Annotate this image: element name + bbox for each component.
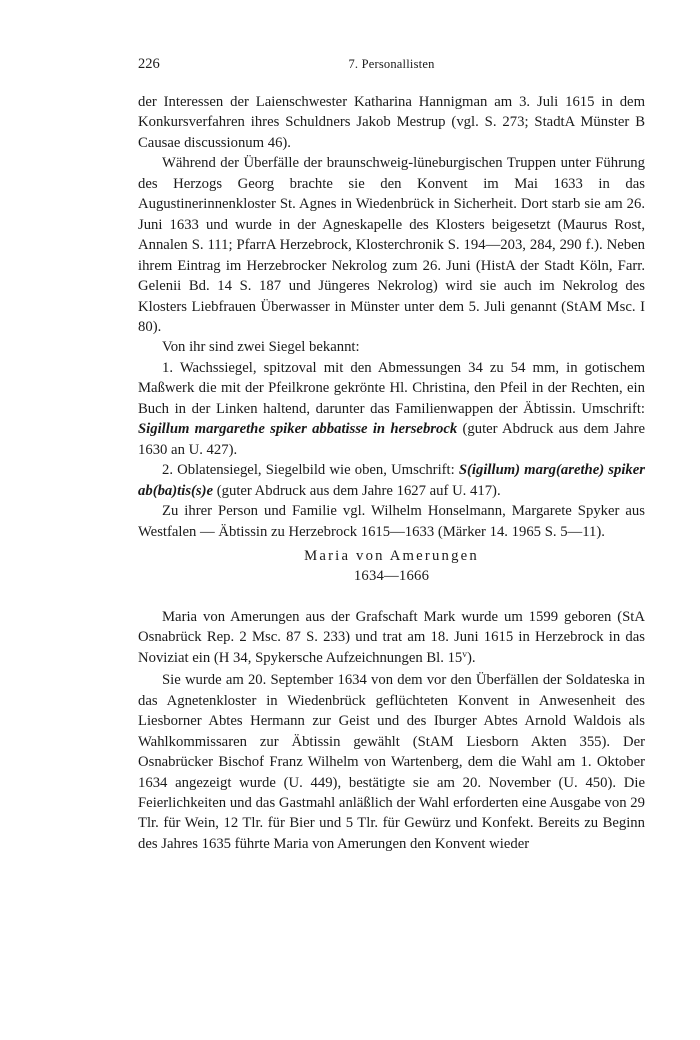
paragraph-seals-intro: Von ihr sind zwei Siegel bekannt: (162, 339, 360, 356)
paragraph-continuation: der Interessen der Laienschwester Katharina Hannigman am 3. Juli 1615 in dem Konkursverfahren ihres Schuldners Jakob Mestrup (vgl. S. 273; StadtA Münster B Causae discussionum 46). (138, 94, 645, 151)
wafer-seal-inscription: S(igillum) marg(arethe) spiker ab(ba)tis(s)e (138, 462, 645, 499)
verso-superscript: v (462, 649, 468, 660)
wafer-seal-source: (guter Abdruck aus dem Jahre 1627 auf U. 417). (213, 482, 501, 499)
birth-text-end: ). (467, 649, 476, 666)
wax-seal-text: 1. Wachssiegel, spitzoval mit den Abmessungen 34 zu 54 mm, in gotischem Maßwerk die mit der Pfeilkrone gekrönte Hl. Christina, den Pfeil in der Rechten, ein Buch in der Linken haltend, darunter das Familienwappen der Äbtissin. Umschrift: (138, 359, 645, 417)
page-number: 226 (138, 56, 160, 72)
paragraph-flight-to-wiedenbrueck: Während der Überfälle der braunschweig-lüneburgischen Truppen unter Führung des Herzogs Georg brachte sie den Konvent im Mai 1633 in das Augustinerinnenkloster St. Agnes in Wiedenbrück in Sicherheit. Dort starb sie am 26. Juni 1633 und wurde in der Agneskapelle des Klosters beigesetzt (Maurus Rost, Annalen S. 111; PfarrA Herzebrock, Klosterchronik S. 194—203, 284, 290 f.). Neben ihrem Eintrag im Herzebrocker Nekrolog zum 26. Juni (HistA der Stadt Köln, Farr. Gelenii Bd. 14 S. 187 und Jüngeres Nekrolog) wird sie auch im Nekrolog des Klosters Liebfrauen Überwasser in Münster unter dem 5. Juli genannt (StAM Msc. I 80). (138, 155, 645, 335)
chapter-title: 7. Personallisten (348, 57, 435, 71)
wafer-seal-text: 2. Oblatensiegel, Siegelbild wie oben, Umschrift: (162, 462, 459, 479)
section-heading-name: Maria von Amerungen (304, 547, 479, 564)
section-spacer (138, 587, 645, 607)
running-head (138, 56, 645, 78)
paragraph-wafer-seal (138, 460, 645, 501)
paragraph-wax-seal (138, 358, 645, 460)
document-body (138, 92, 645, 854)
section-heading-years: 1634—1666 (353, 568, 430, 585)
birth-text: Maria von Amerungen aus der Grafschaft Mark wurde um 1599 geboren (StA Osnabrück Rep. 2 Msc. 87 S. 233) und trat am 18. Juni 1615 in Herzebrock in das Noviziat ein (H 34, Spykersche Aufzeichnungen Bl. 15 (138, 608, 645, 666)
paragraph-literature: Zu ihrer Person und Familie vgl. Wilhelm Honselmann, Margarete Spyker aus Westfalen — Äbtissin zu Herzebrock 1615—1633 (Märker 14. 1965 S. 5—11). (138, 503, 645, 540)
paragraph-election: Sie wurde am 20. September 1634 von dem vor den Überfällen der Soldateska in das Agnetenkloster in Wiedenbrück geflüchteten Konvent in Anwesenheit des Liesborner Abtes Hermann zur Geist und des Iburger Abtes Arnold Waldois als Wahlkommissaren zur Äbtissin gewählt (StAM Liesborn Akten 355). Der Osnabrücker Bischof Franz Wilhelm von Wartenberg, dem die Wahl am 1. Oktober 1634 angezeigt wurde (U. 449), bestätigte sie am 20. November (U. 450). Die Feierlichkeiten und das Gastmahl anläßlich der Wahl erforderten eine Ausgabe von 29 Tlr. für Wein, 12 Tlr. für Bier und 5 Tlr. für Gewürz und Konfekt. Bereits zu Beginn des Jahres 1635 führte Maria von Amerungen den Konvent wieder (138, 672, 645, 852)
wax-seal-inscription: Sigillum margarethe spiker abbatisse in hersebrock (138, 421, 458, 438)
document-page (138, 56, 645, 854)
paragraph-birth-novitiate (138, 607, 645, 670)
wax-seal-source: (guter Abdruck aus dem Jahre 1630 an U. 427). (138, 421, 645, 458)
